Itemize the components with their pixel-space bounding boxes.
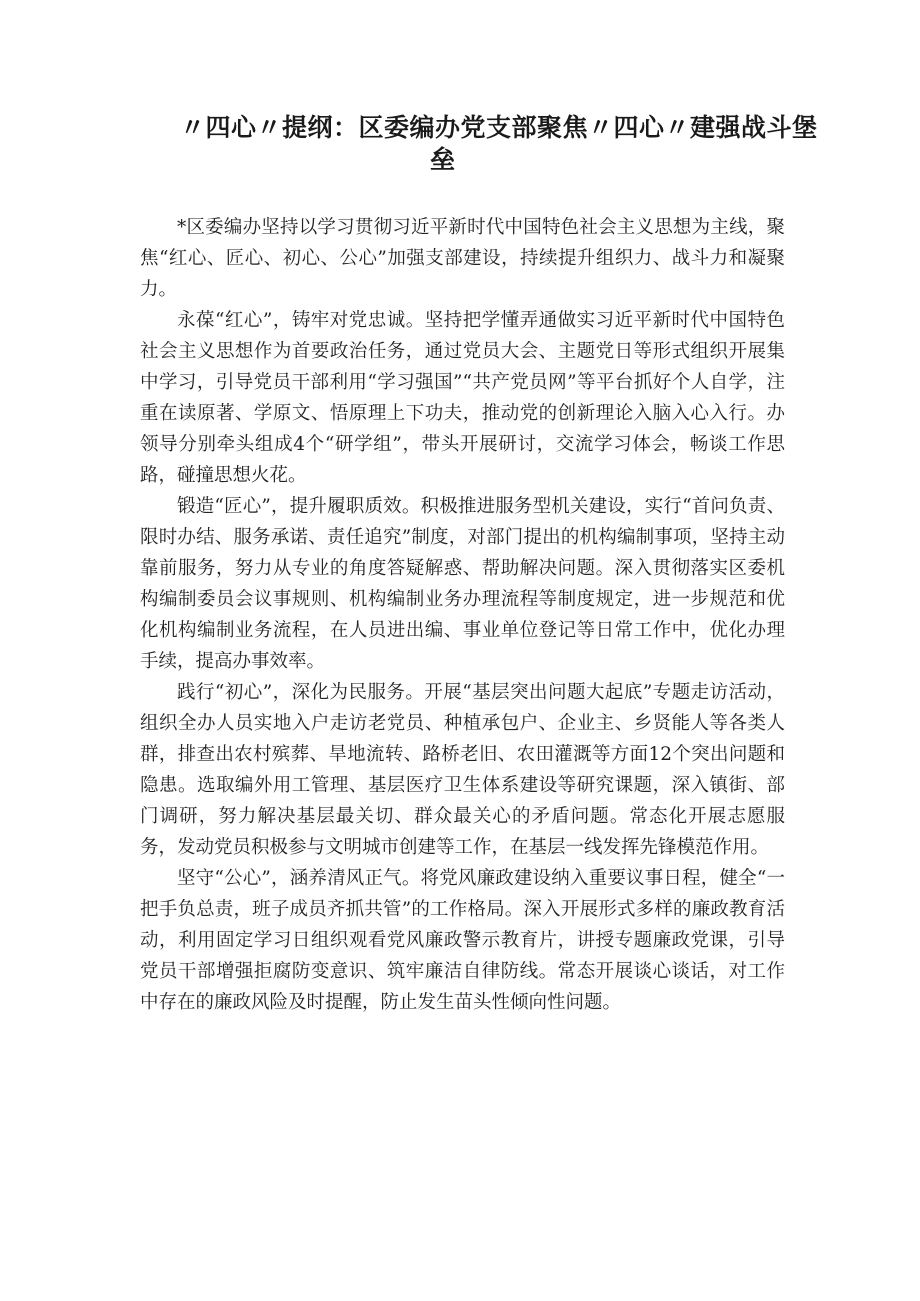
document-body bbox=[140, 212, 785, 1018]
paragraph-public-heart: 坚守“公心”，涵养清风正气。将党风廉政建设纳入重要议事日程，健全“一把手负总责，班子成员齐抓共管”的工作格局。深入开展形式多样的廉政教育活动，利用固定学习日组织观看党风廉政警示教育片，讲授专题廉政党课，引导党员干部增强拒腐防变意识、筑牢廉洁自律防线。常态开展谈心谈话，对工作中存在的廉政风险及时提醒，防止发生苗头性倾向性问题。 bbox=[140, 868, 785, 1013]
paragraph-original-heart: 践行“初心”，深化为民服务。开展“基层突出问题大起底”专题走访活动，组织全办人员实地入户走访老党员、种植承包户、企业主、乡贤能人等各类人群，排查出农村殡葬、旱地流转、路桥老旧、农田灌溉等方面12个突出问题和隐患。选取编外用工管理、基层医疗卫生体系建设等研究课题，深入镇街、部门调研，努力解决基层最关切、群众最关心的矛盾问题。常态化开展志愿服务，发动党员积极参与文明城市创建等工作，在基层一线发挥先锋模范作用。 bbox=[140, 682, 785, 858]
paragraph-intro: *区委编办坚持以学习贯彻习近平新时代中国特色社会主义思想为主线，聚焦“红心、匠心、初心、公心”加强支部建设，持续提升组织力、战斗力和凝聚力。 bbox=[140, 217, 785, 300]
paragraph-red-heart: 永葆“红心”，铸牢对党忠诚。坚持把学懂弄通做实习近平新时代中国特色社会主义思想作为首要政治任务，通过党员大会、主题党日等形式组织开展集中学习，引导党员干部利用“学习强国”“共产党员网”等平台抓好个人自学，注重在读原著、学原文、悟原理上下功夫，推动党的创新理论入脑入心入行。办领导分别牵头组成4个“研学组”，带头开展研讨，交流学习体会，畅谈工作思路，碰撞思想火花。 bbox=[140, 310, 785, 486]
title-line-1: 〃四心〃提纲：区委编办党支部聚焦〃四心〃建强战斗堡 bbox=[180, 113, 818, 142]
title-line-2: 垒 bbox=[430, 145, 456, 174]
paragraph-craftsman-heart: 锻造“匠心”，提升履职质效。积极推进服务型机关建设，实行“首问负责、限时办结、服务承诺、责任追究”制度，对部门提出的机构编制事项，坚持主动靠前服务，努力从专业的角度答疑解惑、帮助解决问题。深入贯彻落实区委机构编制委员会议事规则、机构编制业务办理流程等制度规定，进一步规范和优化机构编制业务流程，在人员进出编、事业单位登记等日常工作中，优化办理手续，提高办事效率。 bbox=[140, 496, 785, 672]
document-title bbox=[180, 112, 818, 176]
